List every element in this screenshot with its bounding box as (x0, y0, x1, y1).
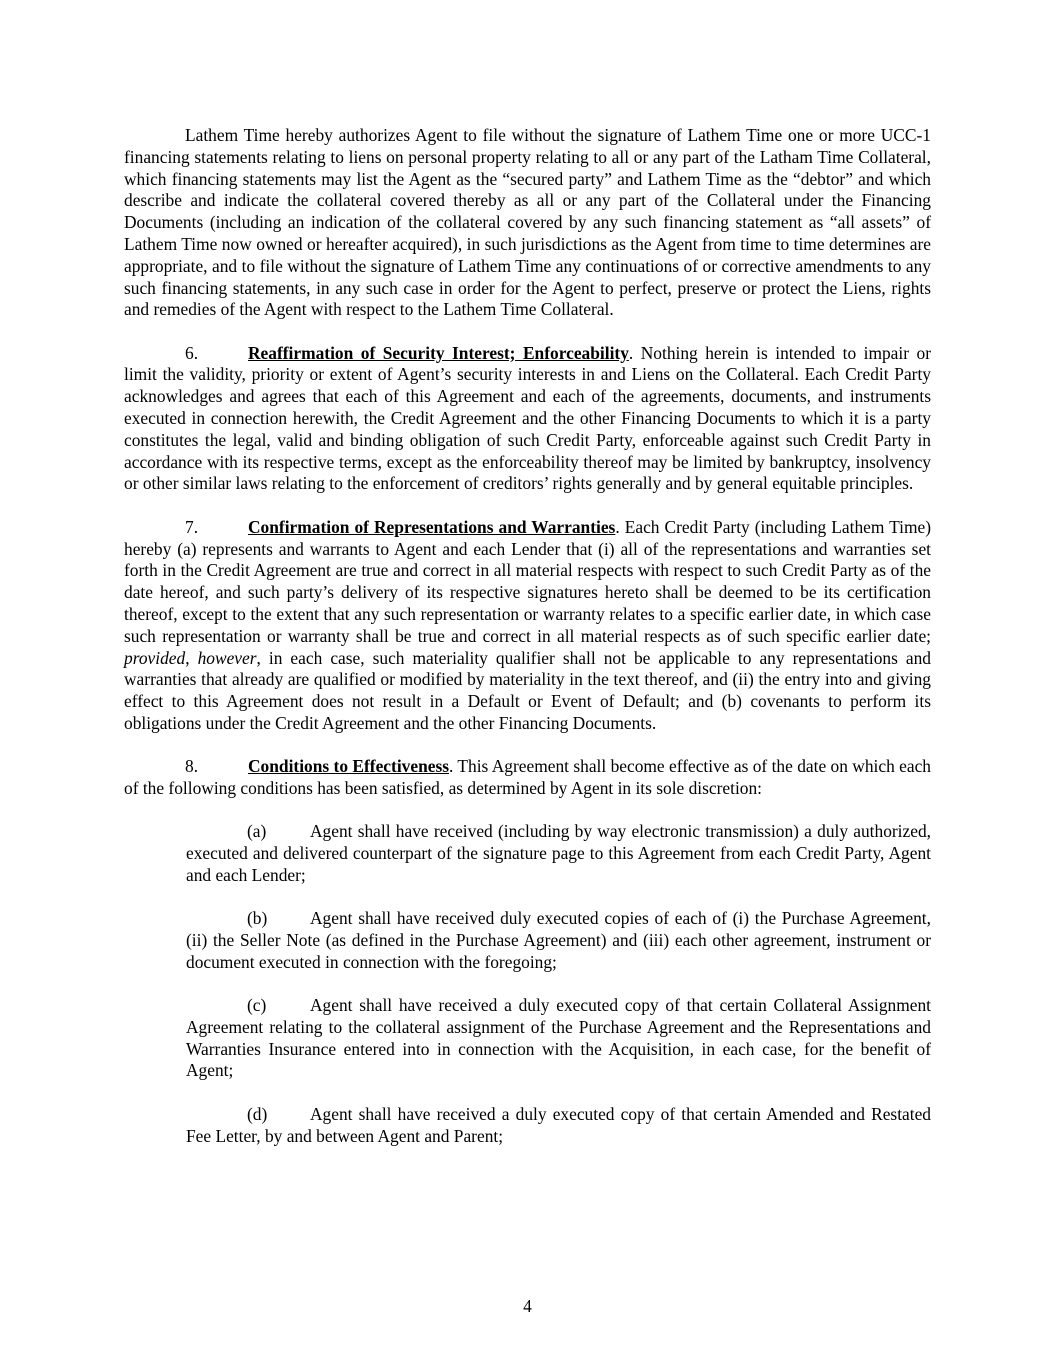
heading-punctuation: . (449, 756, 454, 777)
section-6 (124, 343, 931, 496)
section-body: Nothing herein is intended to impair or limit the validity, priority or extent of Agent’s security interests in and Liens on the Collateral. Each Credit Party acknowledges and agrees that each of this Agreement and each of the agreements, documents, and instruments executed in connection herewith, the Credit Agreement and the other Financing Documents to which it is a party constitutes the legal, valid and binding obligation of such Credit Party, enforceable against such Credit Party in accordance with its respective terms, except as the enforceability thereof may be limited by bankruptcy, insolvency or other similar laws relating to the enforcement of creditors’ rights generally and by general equitable principles. (124, 342, 931, 494)
section-body-part-1: Each Credit Party (including Lathem Time) hereby (a) represents and warrants to Agent and each Lender that (i) all of the representations and warranties set forth in the Credit Agreement are true and correct in all material respects with respect to such Credit Party as of the date hereof, and such party’s delivery of its respective signatures hereto shall be deemed to be its certification thereof, except to the extent that any such representation or warranty relates to a specific earlier date, in which case such representation or warranty shall be true and correct in all material respects as of such specific earlier date; (124, 516, 932, 646)
section-8 (124, 756, 931, 800)
page-number: 4 (523, 1296, 532, 1316)
section-body: This Agreement shall become effective as of the date on which each of the following conditions has been satisfied, as determined by Agent in its sole discretion: (124, 756, 932, 799)
condition-item-c (186, 995, 931, 1082)
section-body-part-2: , in each case, such materiality qualifier shall not be applicable to any representations and warranties that already are qualified or modified by materiality in the text thereof, and (ii) the entry into and giving effect to this Agreement does not result in a Default or Event of Default; and (b) covenants to perform its obligations under the Credit Agreement and the other Financing Documents. (124, 647, 931, 733)
condition-text: Agent shall have received (including by way electronic transmission) a duly authorized, executed and delivered counterpart of the signature page to this Agreement from each Credit Party, Agent and each Lender; (186, 821, 931, 885)
condition-label: (a) (247, 821, 267, 842)
section-heading: Reaffirmation of Security Interest; Enforceability (248, 342, 629, 363)
section-heading: Conditions to Effectiveness (248, 756, 449, 777)
comma: , (185, 647, 198, 668)
condition-text: Agent shall have received duly executed copies of each of (i) the Purchase Agreement, (ii) the Seller Note (as defined in the Purchase Agreement) and (iii) each other agreement, instrument or document executed in connection with the foregoing; (186, 908, 931, 972)
condition-text: Agent shall have received a duly executed copy of that certain Collateral Assignment Agreement relating to the collateral assignment of the Purchase Agreement and the Representations and Warranties Insurance entered into in connection with the Acquisition, in each case, for the benefit of Agent; (186, 995, 931, 1081)
document-page (124, 125, 931, 1169)
condition-label: (b) (247, 908, 268, 929)
condition-label: (c) (247, 995, 267, 1016)
condition-label: (d) (247, 1103, 268, 1124)
provided-italic: provided (124, 647, 186, 668)
condition-item-d (186, 1104, 931, 1148)
section-7 (124, 517, 931, 735)
section-number: 6. (185, 342, 199, 363)
intro-paragraph: Lathem Time hereby authorizes Agent to file without the signature of Lathem Time one or more UCC-1 financing statements relating to liens on personal property relating to all or any part of the Latham Time Collateral, which financing statements may list the Agent as the “secured party” and Lathem Time as the “debtor” and which describe and indicate the collateral covered thereby as all or any part of the Collateral under the Financing Documents (including an indication of the collateral covered by any such financing statement as “all assets” of Lathem Time now owned or hereafter acquired), in such jurisdictions as the Agent from time to time determines are appropriate, and to file without the signature of Lathem Time any continuations of or corrective amendments to any such financing statements, in any such case in order for the Agent to perfect, preserve or protect the Liens, rights and remedies of the Agent with respect to the Lathem Time Collateral. (124, 125, 931, 320)
section-number: 8. (185, 756, 199, 777)
section-number: 7. (185, 516, 199, 537)
condition-text: Agent shall have received a duly executed copy of that certain Amended and Restated Fee Letter, by and between Agent and Parent; (186, 1103, 931, 1146)
heading-punctuation: . (628, 342, 634, 363)
heading-punctuation: . (615, 516, 620, 537)
section-heading: Confirmation of Representations and Warranties (248, 516, 616, 537)
condition-item-a (186, 821, 931, 886)
condition-item-b (186, 908, 931, 973)
however-italic: however (197, 647, 257, 668)
